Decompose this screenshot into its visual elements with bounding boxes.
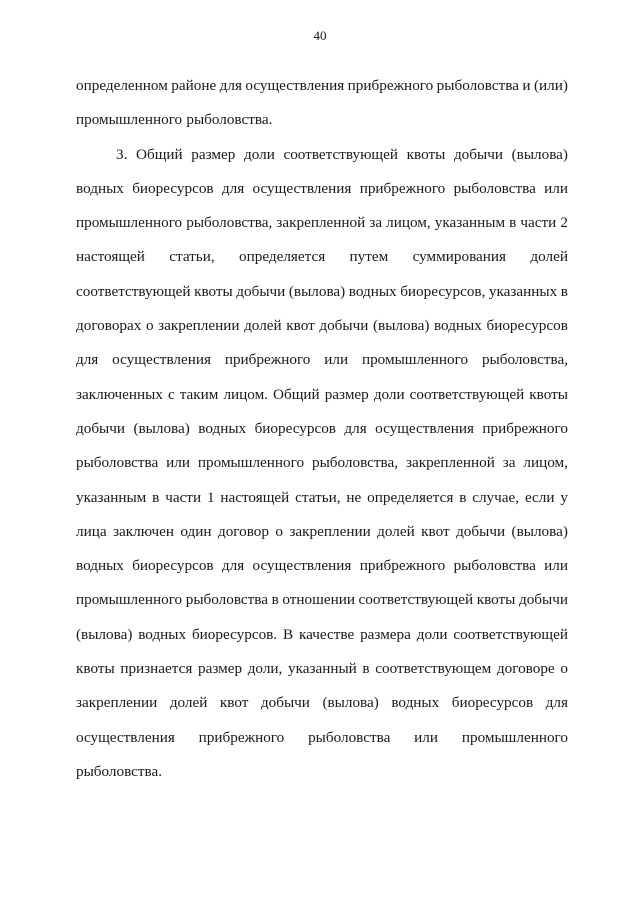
word: за <box>502 454 516 472</box>
word: отношении <box>282 591 355 609</box>
word: рыболовства, <box>311 454 399 472</box>
word: (вылова) <box>511 145 568 163</box>
word: добычи <box>456 522 506 540</box>
word: рыболовства. <box>186 111 273 129</box>
word: или <box>544 557 568 575</box>
text-line <box>76 721 568 755</box>
word: суммирования <box>412 248 507 266</box>
word: указанных <box>488 282 558 300</box>
word: путем <box>349 248 389 266</box>
word: в <box>271 591 279 609</box>
word: определяется <box>367 488 454 506</box>
word: или <box>544 179 568 197</box>
word: биоресурсов <box>254 419 336 437</box>
text-line <box>76 686 568 720</box>
word: договорах <box>76 317 142 335</box>
text-line <box>76 412 568 446</box>
text-line <box>76 618 568 652</box>
word: квоты <box>529 385 568 403</box>
word: рыболовства <box>76 454 159 472</box>
word: квоты <box>76 660 115 678</box>
word: и <box>522 77 531 94</box>
word: рыболовства <box>185 591 269 609</box>
word: для <box>545 694 568 712</box>
word: прибрежного <box>198 728 285 746</box>
text-line <box>76 138 568 172</box>
word: осуществления <box>245 77 345 94</box>
word: размер <box>324 385 369 403</box>
word: (вылова) <box>133 419 190 437</box>
word: в <box>152 488 160 506</box>
body-text <box>76 69 568 789</box>
word: водных <box>76 557 124 575</box>
word: лицом. <box>223 385 268 403</box>
word: (или) <box>533 77 568 94</box>
word: водных <box>198 419 247 437</box>
word: у <box>560 488 568 506</box>
word: квот <box>219 694 249 712</box>
word: промышленного <box>197 454 305 472</box>
word: для <box>221 179 245 197</box>
word: в <box>362 660 370 678</box>
word: закрепленной <box>405 454 495 472</box>
word: закреплении <box>289 522 371 540</box>
text-line <box>76 69 568 103</box>
word: доли <box>244 145 275 163</box>
word: Общий <box>136 145 183 163</box>
word: лица <box>76 522 107 540</box>
word: долей <box>377 522 415 540</box>
text-line <box>76 515 568 549</box>
word: для <box>76 351 99 369</box>
word: соответствующей <box>358 591 474 609</box>
word: квот <box>421 522 450 540</box>
page-number: 40 <box>313 28 327 43</box>
word: качестве <box>298 625 355 643</box>
word: В <box>283 625 294 643</box>
word: о <box>560 660 568 678</box>
word: водных <box>138 625 187 643</box>
word: не <box>346 488 362 506</box>
word: доли <box>416 625 448 643</box>
word: заключен <box>113 522 174 540</box>
word: доли, <box>247 660 283 678</box>
text-line <box>76 652 568 686</box>
word: прибрежного <box>347 77 434 94</box>
word: за <box>369 214 383 232</box>
word: лицом, <box>386 214 431 232</box>
word: о <box>275 522 284 540</box>
word: промышленного <box>76 591 183 609</box>
word: промышленного <box>76 111 183 129</box>
text-line <box>76 240 568 274</box>
word: (вылова) <box>511 522 568 540</box>
text-line <box>76 275 568 309</box>
word: водных <box>391 694 440 712</box>
word: определенном <box>76 77 168 94</box>
word: для <box>344 419 367 437</box>
word: биоресурсов, <box>400 282 486 300</box>
word: квоты <box>194 282 233 300</box>
word: долей <box>530 248 568 266</box>
word: части <box>165 488 202 506</box>
word: 2 <box>560 214 568 232</box>
word: биоресурсов <box>132 179 214 197</box>
word: рыболовства, <box>186 214 273 232</box>
word: добычи <box>518 591 568 609</box>
word: квот <box>286 317 315 335</box>
word: долей <box>244 317 282 335</box>
word: водных <box>433 317 482 335</box>
text-line <box>76 206 568 240</box>
word: размера <box>360 625 411 643</box>
word: в <box>560 282 568 300</box>
word: указанным <box>76 488 147 506</box>
word: закреплении <box>76 694 158 712</box>
text-line <box>76 481 568 515</box>
word: (вылова) <box>288 282 346 300</box>
word: добычи <box>319 317 369 335</box>
word: биоресурсов <box>486 317 568 335</box>
word: осуществления <box>112 351 211 369</box>
word: водных <box>348 282 397 300</box>
word: прибрежного <box>482 419 568 437</box>
word: или <box>414 728 439 746</box>
word: рыболовства, <box>481 351 568 369</box>
word: рыболовства <box>308 728 391 746</box>
word: настоящей <box>76 248 145 266</box>
word: таким <box>179 385 219 403</box>
word: рыболовства. <box>76 762 163 780</box>
word: Общий <box>273 385 320 403</box>
word: лицом, <box>523 454 568 472</box>
word: в <box>509 214 517 232</box>
word: определяется <box>239 248 326 266</box>
text-line <box>76 309 568 343</box>
word: добычи <box>260 694 310 712</box>
word: рыболовства <box>453 179 536 197</box>
word: прибрежного <box>224 351 311 369</box>
word: если <box>524 488 555 506</box>
word: биоресурсов <box>132 557 214 575</box>
word: осуществления <box>76 728 175 746</box>
word: промышленного <box>461 728 568 746</box>
word: для <box>221 557 245 575</box>
word: о <box>145 317 154 335</box>
word: в <box>459 488 467 506</box>
word: осуществления <box>375 419 474 437</box>
word: промышленного <box>361 351 469 369</box>
word: для <box>219 77 242 94</box>
word: или <box>324 351 349 369</box>
text-line <box>76 172 568 206</box>
word: с <box>167 385 175 403</box>
word: настоящей <box>220 488 290 506</box>
word: случае, <box>472 488 520 506</box>
text-line <box>76 446 568 480</box>
word: осуществления <box>252 179 352 197</box>
word: (вылова) <box>76 625 133 643</box>
word: добычи <box>453 145 503 163</box>
word: биоресурсов <box>451 694 534 712</box>
word: указанным <box>434 214 506 232</box>
word: соответствующей <box>453 625 568 643</box>
word: части <box>520 214 557 232</box>
word: закреплении <box>158 317 240 335</box>
text-line <box>76 343 568 377</box>
word: (вылова) <box>373 317 430 335</box>
word: (вылова) <box>322 694 379 712</box>
word: биоресурсов. <box>191 625 278 643</box>
word: добычи <box>76 419 126 437</box>
word: долей <box>169 694 208 712</box>
word: соответствующей <box>76 282 191 300</box>
word: один <box>180 522 212 540</box>
text-line <box>76 549 568 583</box>
text-line <box>76 103 568 137</box>
word: договор <box>217 522 269 540</box>
word: прибрежного <box>359 557 446 575</box>
word: соответствующей <box>283 145 398 163</box>
word: прибрежного <box>359 179 446 197</box>
word: доли <box>373 385 405 403</box>
word: водных <box>76 179 124 197</box>
word: размер <box>197 660 243 678</box>
word: статьи, <box>169 248 215 266</box>
word: закрепленной <box>276 214 366 232</box>
word: или <box>166 454 191 472</box>
word: размер <box>191 145 236 163</box>
word: договоре <box>496 660 555 678</box>
word: признается <box>120 660 193 678</box>
word: рыболовства <box>453 557 536 575</box>
text-line <box>76 378 568 412</box>
word: квоты <box>406 145 446 163</box>
word: квоты <box>476 591 516 609</box>
word: 3. <box>116 145 128 163</box>
word: рыболовства <box>436 77 519 94</box>
word: соответствующем <box>375 660 492 678</box>
text-line <box>76 755 568 789</box>
word: статьи, <box>295 488 341 506</box>
word: заключенных <box>76 385 163 403</box>
word: добычи <box>236 282 286 300</box>
text-line <box>76 583 568 617</box>
word: районе <box>171 77 217 94</box>
word: соответствующей <box>409 385 525 403</box>
word: 1 <box>206 488 215 506</box>
word: указанный <box>287 660 357 678</box>
word: осуществления <box>252 557 352 575</box>
word: промышленного <box>76 214 183 232</box>
